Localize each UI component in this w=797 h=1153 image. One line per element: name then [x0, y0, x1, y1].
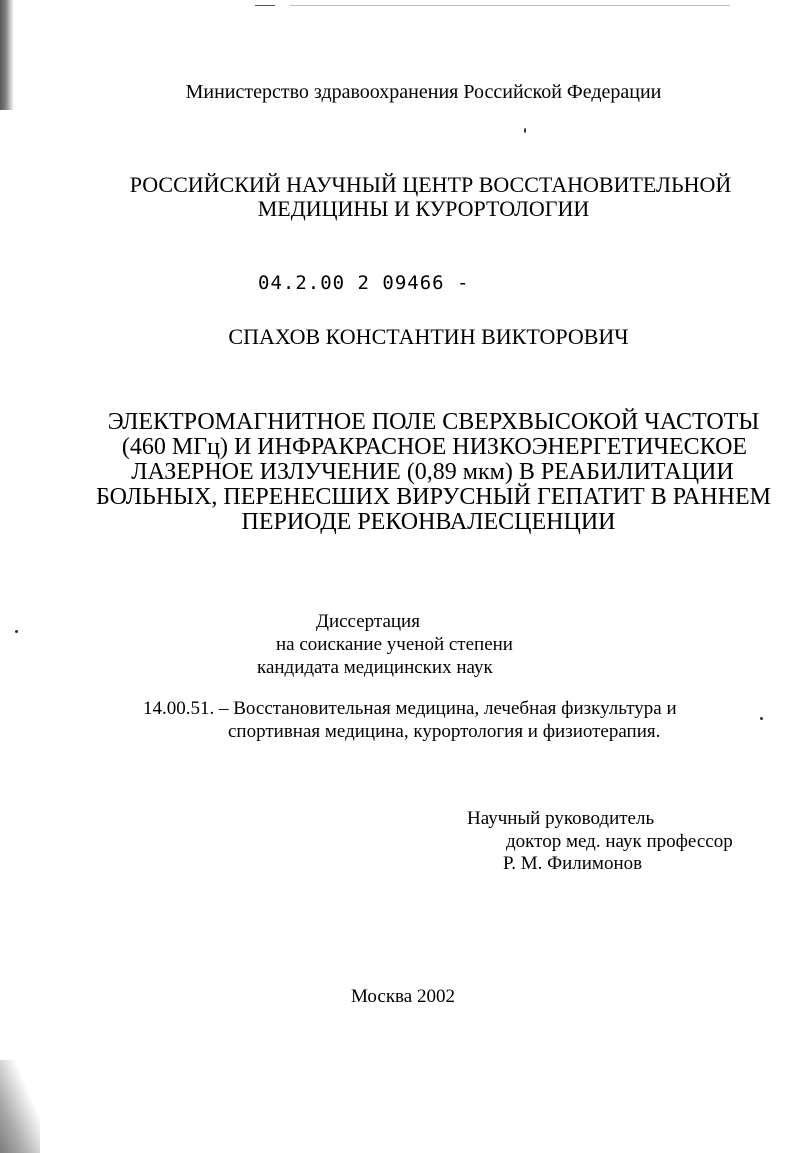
dissertation-degree: кандидата медицинских наук [257, 657, 493, 678]
registration-code: 04.2.00 2 09466 - [258, 272, 470, 294]
title-line-3: ЛАЗЕРНОЕ ИЗЛУЧЕНИЕ (0,89 мкм) В РЕАБИЛИТАЦИИ [131, 459, 734, 485]
ministry-name: Министерство здравоохранения Российской Федерации [185, 81, 662, 103]
specialty-line-1: 14.00.51. – Восстановительная медицина, лечебная физкультура и [143, 698, 677, 719]
supervisor-degree: доктор мед. наук профессор [506, 831, 733, 852]
scan-speck [524, 128, 526, 133]
scan-edge-shadow-bottom [0, 1060, 40, 1153]
institution-name-line-1: РОССИЙСКИЙ НАУЧНЫЙ ЦЕНТР ВОССТАНОВИТЕЛЬНОЙ [129, 172, 732, 197]
title-line-2: (460 МГц) И ИНФРАКРАСНОЕ НИЗКОЭНЕРГЕТИЧЕСКОЕ [121, 434, 748, 460]
institution-name-line-2: МЕДИЦИНЫ И КУРОРТОЛОГИИ [257, 196, 590, 221]
supervisor-label: Научный руководитель [467, 808, 655, 829]
specialty-line-2: спортивная медицина, курортология и физиотерапия. [228, 721, 661, 742]
dissertation-purpose: на соискание ученой степени [276, 634, 513, 655]
scan-edge-shadow-top [0, 0, 14, 110]
title-line-4: БОЛЬНЫХ, ПЕРЕНЕСШИХ ВИРУСНЫЙ ГЕПАТИТ В РАННЕМ [96, 484, 771, 510]
title-line-5: ПЕРИОДЕ РЕКОНВАЛЕСЦЕНЦИИ [241, 509, 616, 535]
dissertation-heading: Диссертация [316, 611, 420, 632]
scan-mark-top [255, 5, 275, 6]
scan-line-top [290, 5, 730, 6]
title-line-1: ЭЛЕКТРОМАГНИТНОЕ ПОЛЕ СВЕРХВЫСОКОЙ ЧАСТОТЫ [107, 409, 760, 435]
author-name: СПАХОВ КОНСТАНТИН ВИКТОРОВИЧ [228, 324, 629, 349]
scan-speck [15, 630, 18, 633]
supervisor-name: Р. М. Филимонов [503, 853, 643, 874]
place-and-year: Москва 2002 [351, 986, 455, 1007]
scan-speck [760, 717, 763, 720]
